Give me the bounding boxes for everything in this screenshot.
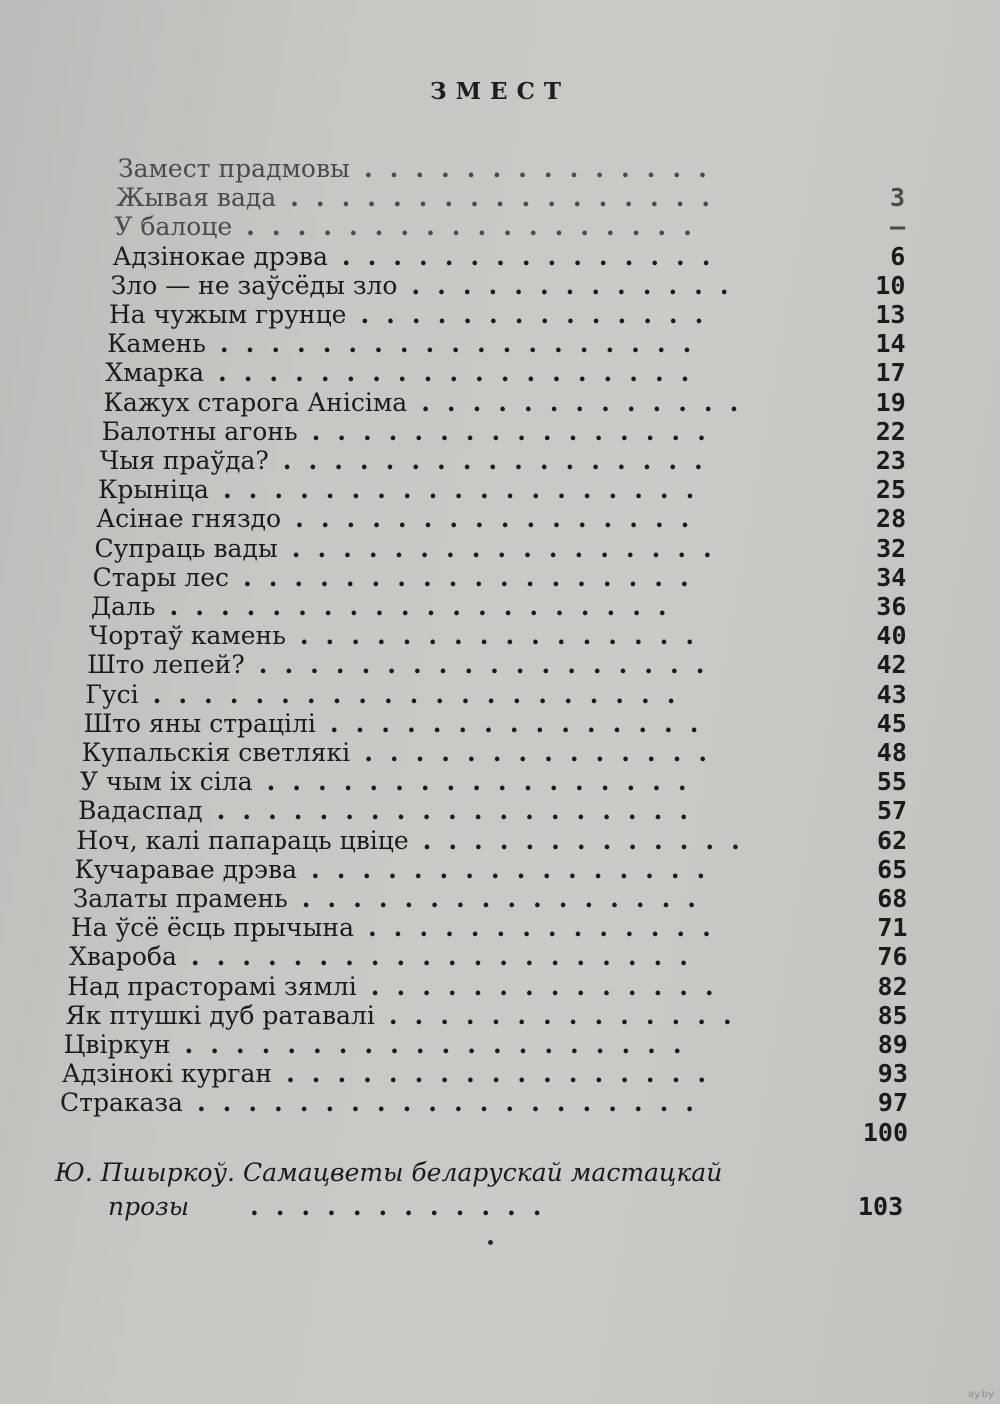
toc-entry-page: 6 bbox=[890, 241, 906, 271]
toc-entry bbox=[65, 1000, 910, 1032]
toc-entry-title: У чым іх сіла bbox=[79, 767, 253, 797]
toc-leader-dots: ................ bbox=[301, 884, 713, 913]
toc-entry-title: Кучаравае дрэва bbox=[74, 854, 297, 884]
toc-entry bbox=[100, 445, 910, 477]
watermark: ay.by bbox=[967, 1389, 994, 1400]
toc-entry-page: 57 bbox=[876, 796, 908, 826]
toc-entry-page: 62 bbox=[877, 825, 908, 855]
toc-entry-page: 23 bbox=[875, 446, 906, 475]
toc-entry-title: Што яны страцілі bbox=[83, 708, 316, 738]
toc-entry-page: 14 bbox=[875, 329, 906, 359]
toc-leader-dots: ................. bbox=[291, 533, 729, 563]
toc-entry-title: Вадаспад bbox=[78, 796, 203, 826]
toc-leader-dots: .................... bbox=[169, 592, 684, 621]
toc-leader-dots: .................. bbox=[246, 212, 709, 242]
toc-entry bbox=[104, 387, 911, 419]
afterword-leader-dots: ............ bbox=[250, 1192, 559, 1221]
toc-extra-page-number: 100 bbox=[862, 1117, 908, 1147]
toc-entry-title: Жывая вада bbox=[116, 183, 277, 213]
toc-leader-dots: .............. bbox=[388, 1000, 749, 1030]
toc-entry-title: Камень bbox=[107, 329, 206, 359]
toc-entry-page: 28 bbox=[876, 504, 907, 534]
toc-leader-dots: ................. bbox=[266, 767, 704, 797]
toc-entry-title: Балотны агонь bbox=[101, 416, 298, 446]
toc-leader-dots: .............. bbox=[367, 913, 728, 943]
page-title: ЗМЕСТ bbox=[430, 78, 570, 105]
toc-leader-dots: ................ bbox=[295, 504, 707, 534]
toc-entry bbox=[94, 533, 910, 565]
toc-entry-title: Над прасторамі зямлі bbox=[67, 971, 357, 1001]
toc-entry bbox=[64, 1029, 910, 1061]
toc-entry-title: Чортаў камень bbox=[89, 621, 286, 651]
toc-entry bbox=[105, 357, 910, 389]
toc-entry bbox=[84, 708, 910, 740]
toc-entry bbox=[107, 328, 910, 360]
toc-entry-page: 25 bbox=[875, 475, 907, 505]
toc-entry-title: Зло — не заўсёды зло bbox=[110, 270, 398, 300]
toc-entry bbox=[85, 679, 910, 711]
toc-leader-dots: .................. bbox=[258, 650, 722, 680]
toc-entry-title: Цвіркун bbox=[63, 1030, 171, 1059]
toc-leader-dots: ................ bbox=[311, 416, 723, 446]
toc-leader-dots: ............. bbox=[411, 270, 746, 300]
toc-leader-dots: ............. bbox=[421, 387, 756, 417]
toc-entry bbox=[114, 211, 910, 243]
ink-speck bbox=[488, 1240, 493, 1245]
toc-entry-title: На чужым грунце bbox=[108, 300, 347, 329]
toc-leader-dots: ................... bbox=[216, 796, 706, 826]
toc-entry-title: Адзінокі курган bbox=[61, 1059, 273, 1089]
toc-leader-dots: ............... bbox=[341, 241, 728, 271]
toc-entry-page: 85 bbox=[877, 1000, 908, 1030]
toc-entry-title: Замест прадмовы bbox=[118, 154, 350, 183]
toc-entry-page: 17 bbox=[875, 358, 906, 388]
toc-entry-page: 3 bbox=[890, 183, 906, 213]
toc-leader-dots: .............. bbox=[370, 971, 731, 1001]
toc-entry-title: Як птушкі дуб ратавалі bbox=[65, 1000, 375, 1030]
afterword-title-line2: прозы bbox=[108, 1192, 190, 1221]
toc-entry-title: Стары лес bbox=[92, 562, 230, 592]
toc-entry-page: 34 bbox=[876, 562, 907, 592]
toc-leader-dots: ................. bbox=[290, 183, 728, 213]
toc-entry-page: 97 bbox=[877, 1088, 908, 1118]
toc-entry bbox=[67, 971, 910, 1003]
toc-entry bbox=[93, 562, 910, 594]
toc-entry bbox=[75, 854, 911, 886]
toc-entry-page: 40 bbox=[876, 621, 907, 651]
toc-entry bbox=[113, 241, 910, 273]
toc-entry-title: Даль bbox=[90, 592, 156, 621]
toc-entry-page: 10 bbox=[875, 270, 906, 300]
toc-leader-dots: ................ bbox=[299, 621, 712, 651]
toc-entry bbox=[87, 649, 910, 681]
toc-entry-title: Асінае гняздо bbox=[96, 504, 282, 534]
toc-leader-dots: ................ bbox=[311, 854, 723, 884]
toc-entry bbox=[102, 416, 910, 448]
toc-entry-page: 48 bbox=[876, 738, 907, 767]
toc-entry-title: Адзінокае дрэва bbox=[112, 241, 328, 271]
toc-entry-page: 65 bbox=[877, 854, 908, 884]
toc-leader-dots: .................... bbox=[190, 942, 705, 972]
toc-entry bbox=[76, 825, 910, 857]
toc-entry bbox=[80, 766, 910, 798]
toc-entry bbox=[116, 182, 910, 214]
toc-entry-page: 89 bbox=[877, 1030, 908, 1059]
toc-leader-dots: ................. bbox=[282, 446, 720, 475]
toc-leader-dots: .............. bbox=[360, 300, 721, 329]
toc-entry-page: 32 bbox=[876, 533, 907, 563]
afterword-page-number: 103 bbox=[858, 1192, 904, 1221]
toc-entry bbox=[82, 737, 910, 769]
toc-leader-dots: .................. bbox=[243, 562, 706, 592]
toc-entry-page: 43 bbox=[876, 679, 907, 709]
toc-entry-title: Хвароба bbox=[69, 942, 177, 972]
toc-leader-dots: ................. bbox=[286, 1059, 724, 1089]
toc-entry-page: — bbox=[890, 212, 906, 242]
toc-entry-title: У балоце bbox=[114, 212, 233, 242]
toc-entry-title: Што лепей? bbox=[87, 650, 245, 680]
toc-leader-dots: ..................... bbox=[152, 679, 693, 709]
toc-entry bbox=[60, 1087, 910, 1119]
afterword-title-line1: Ю. Пшыркоў. Самацветы беларускай мастацкай bbox=[55, 1158, 723, 1187]
toc-entry bbox=[109, 299, 910, 331]
toc-entry-page: 55 bbox=[876, 767, 907, 797]
toc-entry bbox=[89, 620, 910, 652]
toc-entry-title: Хмарка bbox=[105, 358, 204, 388]
toc-entry-page: 36 bbox=[876, 592, 907, 621]
toc-entry bbox=[118, 153, 910, 185]
toc-entry-page: 22 bbox=[875, 416, 906, 446]
toc-leader-dots: ................... bbox=[218, 358, 707, 388]
toc-leader-dots: .................... bbox=[184, 1030, 699, 1059]
toc-entry-title: Залаты прамень bbox=[72, 884, 288, 913]
toc-entry-page: 42 bbox=[876, 650, 907, 680]
toc-entry-title: Супраць вады bbox=[94, 533, 278, 563]
toc-entry bbox=[71, 912, 910, 944]
toc-entry-title: Кажух старога Анісіма bbox=[103, 387, 408, 417]
toc-entry bbox=[73, 883, 910, 915]
toc-leader-dots: ................... bbox=[222, 475, 712, 505]
toc-entry-page: 19 bbox=[875, 387, 906, 417]
toc-leader-dots: .............. bbox=[363, 154, 724, 183]
toc-leader-dots: .............. bbox=[364, 738, 725, 767]
toc-entry-page: 45 bbox=[876, 708, 907, 738]
toc-entry-title: Ноч, калі папараць цвіце bbox=[76, 825, 409, 855]
toc-entry-page: 13 bbox=[875, 300, 906, 329]
toc-entry bbox=[111, 270, 910, 302]
toc-entry-title: Чыя праўда? bbox=[99, 446, 269, 475]
toc-entry-title: Крыніца bbox=[98, 475, 209, 505]
toc-entry bbox=[98, 474, 910, 506]
toc-entry-page: 68 bbox=[877, 884, 908, 913]
toc-entry-title: Купальскія светлякі bbox=[81, 738, 351, 767]
toc-entry bbox=[96, 503, 910, 535]
toc-entry-page: 93 bbox=[877, 1059, 908, 1089]
toc-entry-page: 76 bbox=[877, 942, 908, 972]
toc-entry-title: На ўсё ёсць прычына bbox=[70, 913, 354, 943]
toc-leader-dots: ............... bbox=[329, 708, 716, 738]
toc-entry bbox=[62, 1058, 910, 1090]
toc-leader-dots: ............. bbox=[422, 825, 757, 855]
toc-entry-page: 82 bbox=[877, 971, 908, 1001]
toc-entry-page: 71 bbox=[877, 913, 908, 943]
toc-entry bbox=[78, 795, 910, 827]
toc-entry-title: Страказа bbox=[60, 1088, 183, 1118]
toc-leader-dots: ................... bbox=[219, 329, 709, 359]
toc-entry bbox=[69, 941, 910, 973]
toc-entry-title: Гусі bbox=[85, 679, 139, 709]
toc-leader-dots: .................... bbox=[196, 1088, 712, 1118]
toc-entry bbox=[91, 591, 910, 623]
